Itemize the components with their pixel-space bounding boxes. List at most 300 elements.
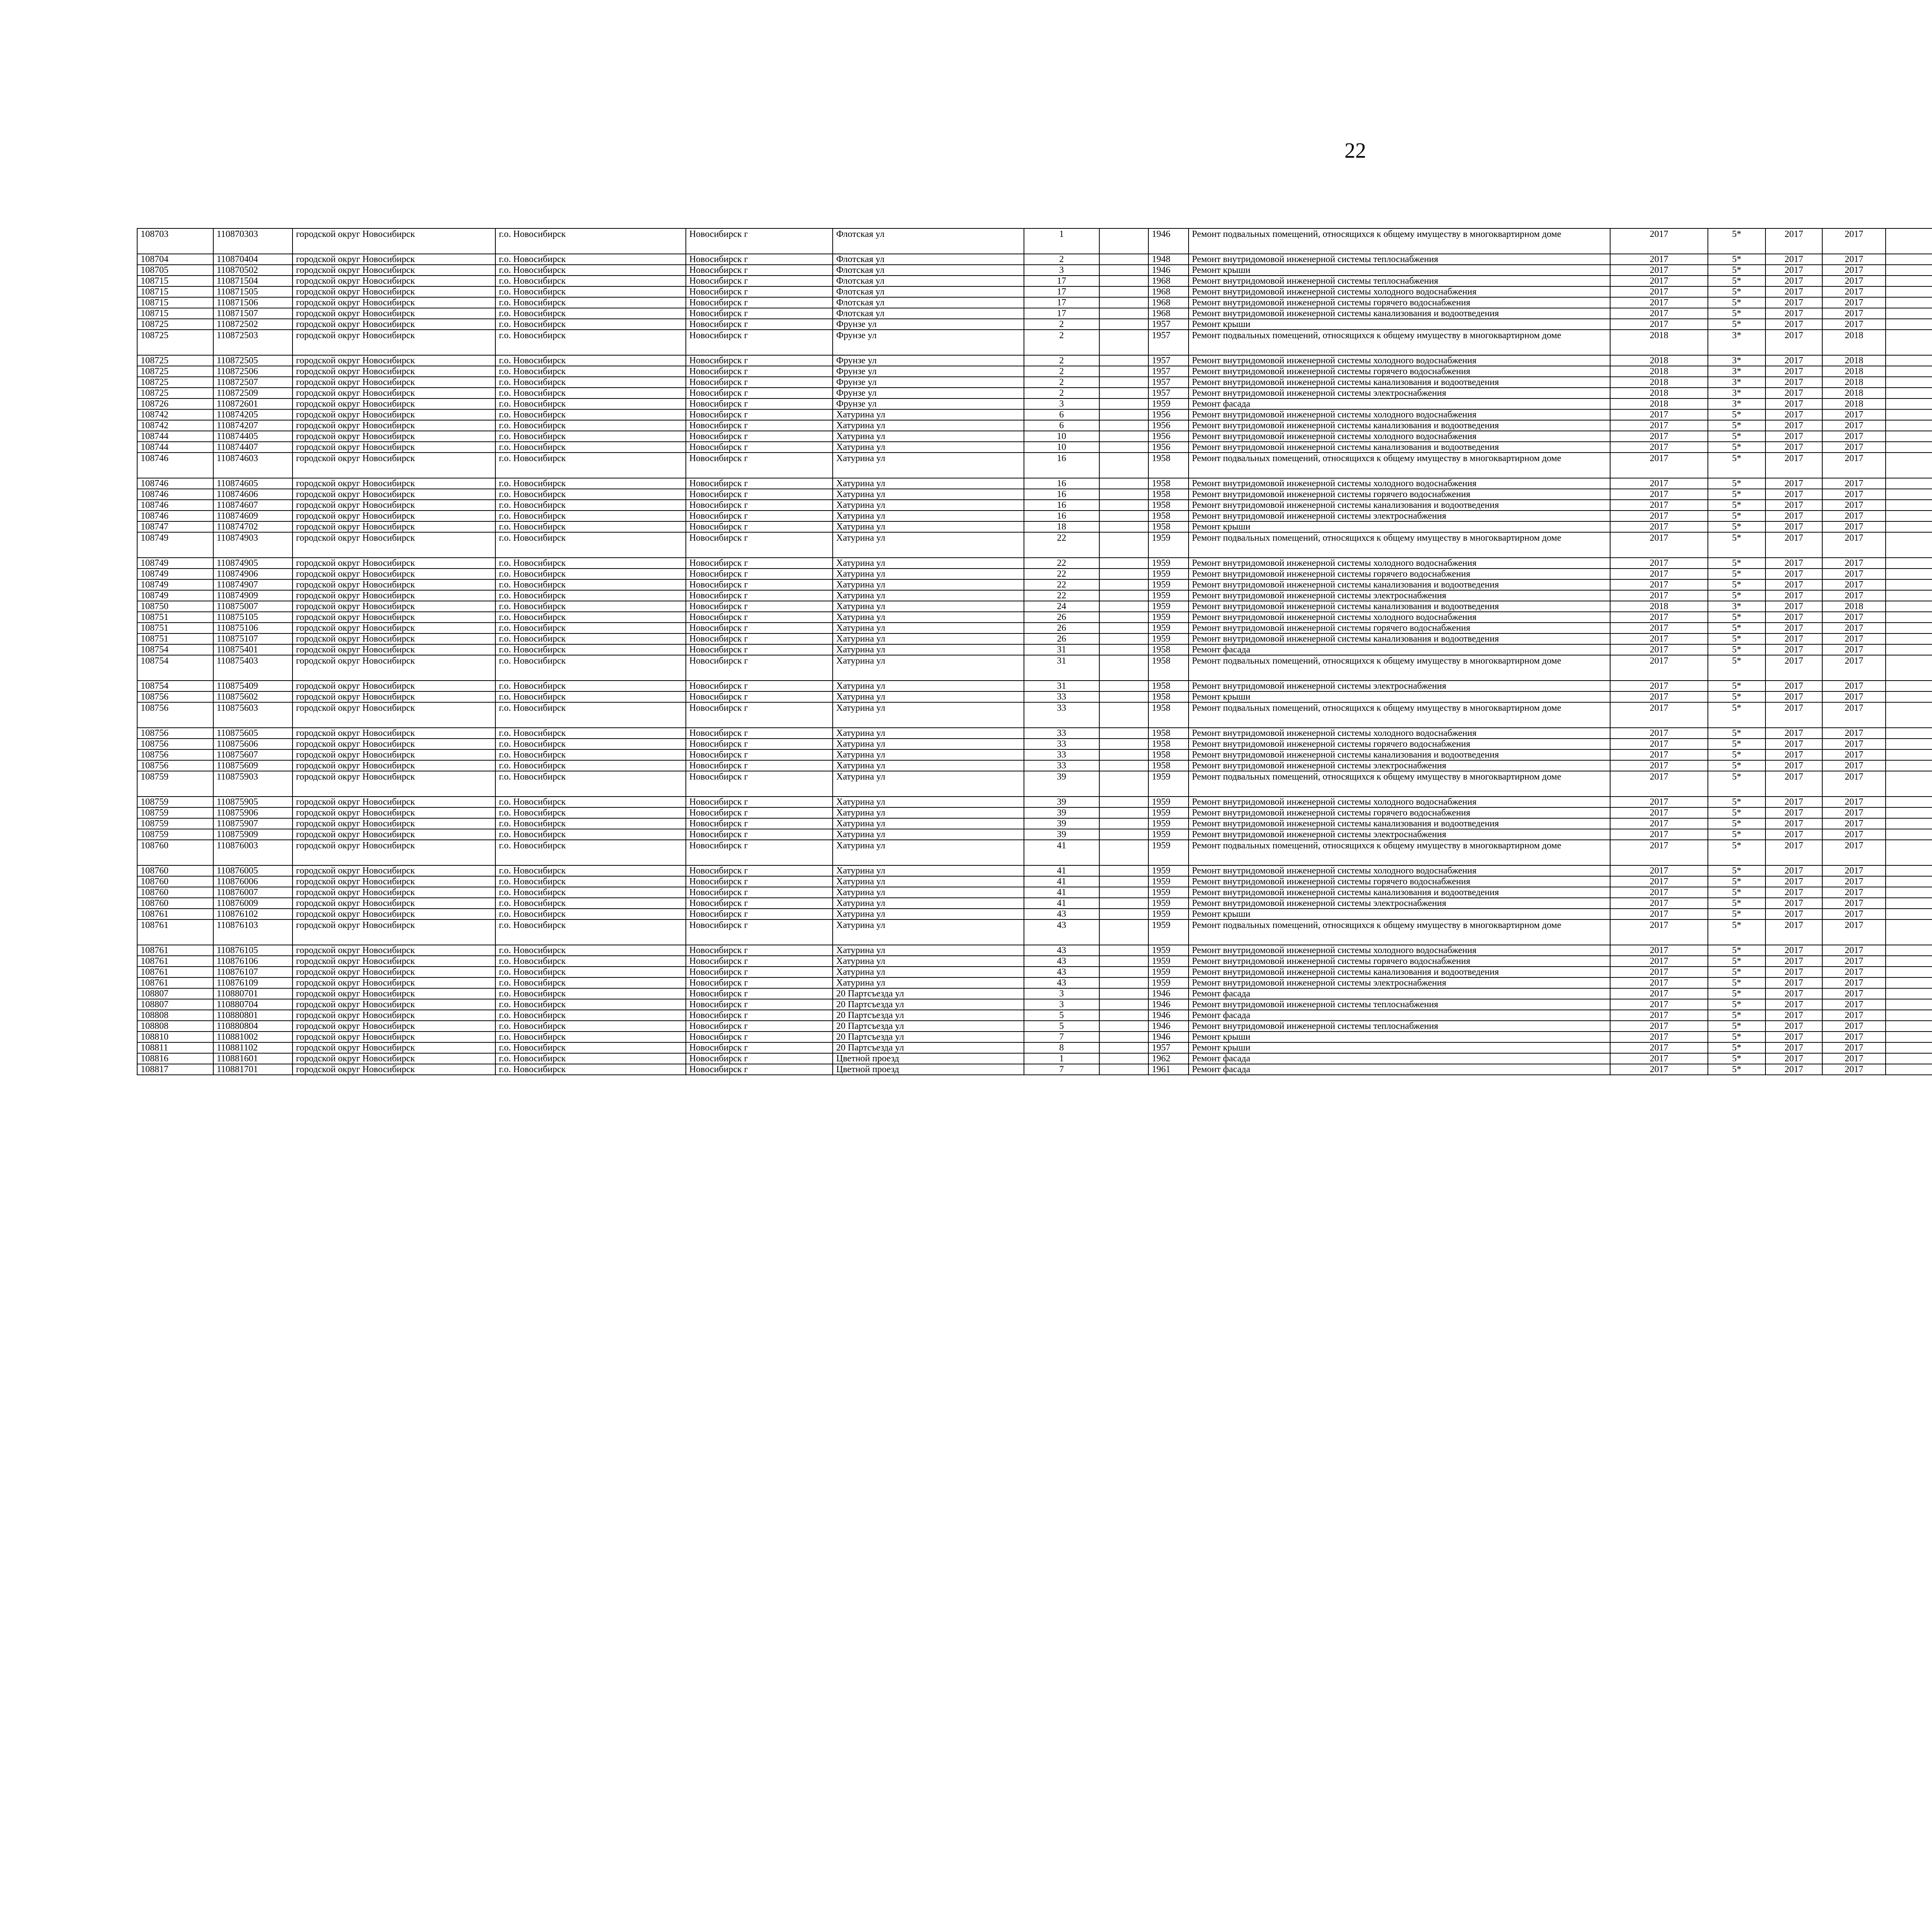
cell-city-district: г.о. Новосибирск xyxy=(495,1032,686,1042)
cell-building xyxy=(1099,489,1149,500)
table-row xyxy=(137,633,1932,644)
table-row xyxy=(137,691,1932,702)
cell-start-year: 2017 xyxy=(1765,601,1822,612)
cell-year-built: 1948 xyxy=(1148,254,1189,265)
cell-priority: 5* xyxy=(1708,532,1765,558)
cell-total-cost xyxy=(1886,967,1932,977)
cell-work-type: Ремонт крыши xyxy=(1189,909,1610,919)
cell-plan-year: 2017 xyxy=(1610,228,1708,254)
cell-street: Флотская ул xyxy=(833,276,1024,286)
table-row xyxy=(137,771,1932,797)
cell-building xyxy=(1099,420,1149,431)
cell-end-year: 2018 xyxy=(1822,366,1886,377)
cell-locality: Новосибирск г xyxy=(686,558,833,569)
cell-building xyxy=(1099,601,1149,612)
cell-house-id: 108749 xyxy=(137,569,213,579)
cell-total-cost xyxy=(1886,739,1932,749)
cell-building xyxy=(1099,909,1149,919)
cell-end-year: 2017 xyxy=(1822,818,1886,829)
cell-building xyxy=(1099,898,1149,909)
cell-building xyxy=(1099,956,1149,967)
cell-start-year: 2017 xyxy=(1765,409,1822,420)
cell-total-cost xyxy=(1886,489,1932,500)
cell-total-cost xyxy=(1886,876,1932,887)
cell-work-type: Ремонт крыши xyxy=(1189,1032,1610,1042)
cell-work-id: 110871506 xyxy=(213,297,293,308)
cell-start-year: 2017 xyxy=(1765,739,1822,749)
cell-work-id: 110875007 xyxy=(213,601,293,612)
cell-house-id: 108725 xyxy=(137,366,213,377)
cell-start-year: 2017 xyxy=(1765,702,1822,728)
cell-plan-year: 2017 xyxy=(1610,988,1708,999)
cell-priority: 5* xyxy=(1708,633,1765,644)
cell-house-number: 43 xyxy=(1024,956,1099,967)
cell-plan-year: 2017 xyxy=(1610,999,1708,1010)
cell-house-id: 108715 xyxy=(137,286,213,297)
cell-year-built: 1959 xyxy=(1148,919,1189,945)
cell-house-id: 108751 xyxy=(137,633,213,644)
cell-municipality: городской округ Новосибирск xyxy=(293,601,495,612)
cell-priority: 5* xyxy=(1708,228,1765,254)
cell-building xyxy=(1099,633,1149,644)
cell-year-built: 1958 xyxy=(1148,728,1189,739)
cell-house-number: 33 xyxy=(1024,691,1099,702)
cell-year-built: 1958 xyxy=(1148,478,1189,489)
cell-work-id: 110871505 xyxy=(213,286,293,297)
cell-work-id: 110874607 xyxy=(213,500,293,511)
cell-priority: 3* xyxy=(1708,601,1765,612)
cell-house-number: 41 xyxy=(1024,887,1099,898)
cell-street: Хатурина ул xyxy=(833,956,1024,967)
cell-municipality: городской округ Новосибирск xyxy=(293,308,495,319)
cell-work-type: Ремонт внутридомовой инженерной системы холодного водоснабжения xyxy=(1189,286,1610,297)
cell-locality: Новосибирск г xyxy=(686,829,833,840)
cell-end-year: 2017 xyxy=(1822,956,1886,967)
table-row xyxy=(137,655,1932,681)
cell-work-type: Ремонт внутридомовой инженерной системы горячего водоснабжения xyxy=(1189,489,1610,500)
cell-end-year: 2017 xyxy=(1822,409,1886,420)
cell-work-type: Ремонт подвальных помещений, относящихся к общему имуществу в многоквартирном доме xyxy=(1189,330,1610,355)
cell-start-year: 2017 xyxy=(1765,691,1822,702)
cell-municipality: городской округ Новосибирск xyxy=(293,330,495,355)
cell-city-district: г.о. Новосибирск xyxy=(495,739,686,749)
cell-year-built: 1946 xyxy=(1148,999,1189,1010)
cell-work-id: 110875907 xyxy=(213,818,293,829)
cell-total-cost xyxy=(1886,623,1932,633)
cell-year-built: 1959 xyxy=(1148,771,1189,797)
cell-locality: Новосибирск г xyxy=(686,521,833,532)
cell-city-district: г.о. Новосибирск xyxy=(495,1010,686,1021)
cell-total-cost xyxy=(1886,409,1932,420)
cell-work-id: 110875905 xyxy=(213,797,293,807)
cell-house-number: 17 xyxy=(1024,297,1099,308)
cell-house-id: 108817 xyxy=(137,1064,213,1075)
cell-end-year: 2017 xyxy=(1822,967,1886,977)
cell-work-type: Ремонт внутридомовой инженерной системы канализования и водоотведения xyxy=(1189,442,1610,453)
cell-street: Хатурина ул xyxy=(833,532,1024,558)
cell-house-number: 26 xyxy=(1024,633,1099,644)
cell-city-district: г.о. Новосибирск xyxy=(495,840,686,865)
cell-work-type: Ремонт внутридомовой инженерной системы электроснабжения xyxy=(1189,388,1610,398)
cell-start-year: 2017 xyxy=(1765,919,1822,945)
cell-total-cost xyxy=(1886,532,1932,558)
table-row xyxy=(137,1064,1932,1075)
cell-end-year: 2017 xyxy=(1822,521,1886,532)
cell-total-cost xyxy=(1886,398,1932,409)
cell-municipality: городской округ Новосибирск xyxy=(293,865,495,876)
cell-municipality: городской округ Новосибирск xyxy=(293,1010,495,1021)
cell-plan-year: 2017 xyxy=(1610,590,1708,601)
cell-city-district: г.о. Новосибирск xyxy=(495,797,686,807)
cell-building xyxy=(1099,865,1149,876)
cell-end-year: 2017 xyxy=(1822,840,1886,865)
cell-work-id: 110874605 xyxy=(213,478,293,489)
cell-municipality: городской округ Новосибирск xyxy=(293,898,495,909)
cell-year-built: 1957 xyxy=(1148,388,1189,398)
table-row xyxy=(137,1021,1932,1032)
cell-house-number: 43 xyxy=(1024,967,1099,977)
cell-house-id: 108761 xyxy=(137,909,213,919)
cell-house-number: 5 xyxy=(1024,1010,1099,1021)
cell-year-built: 1959 xyxy=(1148,977,1189,988)
cell-total-cost xyxy=(1886,909,1932,919)
cell-work-type: Ремонт внутридомовой инженерной системы холодного водоснабжения xyxy=(1189,612,1610,623)
cell-priority: 5* xyxy=(1708,956,1765,967)
cell-end-year: 2017 xyxy=(1822,511,1886,521)
table-row xyxy=(137,876,1932,887)
cell-total-cost xyxy=(1886,366,1932,377)
cell-year-built: 1959 xyxy=(1148,633,1189,644)
cell-house-id: 108742 xyxy=(137,420,213,431)
cell-work-type: Ремонт подвальных помещений, относящихся к общему имуществу в многоквартирном доме xyxy=(1189,919,1610,945)
table-row xyxy=(137,601,1932,612)
cell-year-built: 1959 xyxy=(1148,818,1189,829)
cell-locality: Новосибирск г xyxy=(686,276,833,286)
cell-start-year: 2017 xyxy=(1765,612,1822,623)
cell-house-number: 17 xyxy=(1024,286,1099,297)
cell-start-year: 2017 xyxy=(1765,977,1822,988)
cell-work-type: Ремонт подвальных помещений, относящихся к общему имуществу в многоквартирном доме xyxy=(1189,771,1610,797)
cell-street: Хатурина ул xyxy=(833,771,1024,797)
cell-work-id: 110876106 xyxy=(213,956,293,967)
cell-city-district: г.о. Новосибирск xyxy=(495,919,686,945)
cell-house-number: 2 xyxy=(1024,388,1099,398)
cell-house-number: 41 xyxy=(1024,865,1099,876)
cell-street: Хатурина ул xyxy=(833,431,1024,442)
cell-end-year: 2017 xyxy=(1822,644,1886,655)
cell-plan-year: 2017 xyxy=(1610,453,1708,478)
cell-work-id: 110875609 xyxy=(213,760,293,771)
cell-city-district: г.о. Новосибирск xyxy=(495,420,686,431)
cell-end-year: 2017 xyxy=(1822,1053,1886,1064)
cell-priority: 3* xyxy=(1708,366,1765,377)
cell-start-year: 2017 xyxy=(1765,818,1822,829)
cell-building xyxy=(1099,500,1149,511)
cell-plan-year: 2018 xyxy=(1610,355,1708,366)
cell-end-year: 2017 xyxy=(1822,442,1886,453)
table-row xyxy=(137,909,1932,919)
cell-year-built: 1959 xyxy=(1148,398,1189,409)
cell-plan-year: 2017 xyxy=(1610,771,1708,797)
cell-street: Хатурина ул xyxy=(833,442,1024,453)
cell-work-type: Ремонт фасада xyxy=(1189,644,1610,655)
cell-work-id: 110871507 xyxy=(213,308,293,319)
cell-building xyxy=(1099,579,1149,590)
cell-work-type: Ремонт подвальных помещений, относящихся к общему имуществу в многоквартирном доме xyxy=(1189,453,1610,478)
cell-municipality: городской округ Новосибирск xyxy=(293,420,495,431)
cell-house-id: 108725 xyxy=(137,319,213,330)
cell-building xyxy=(1099,355,1149,366)
cell-plan-year: 2017 xyxy=(1610,254,1708,265)
cell-plan-year: 2017 xyxy=(1610,500,1708,511)
cell-street: Хатурина ул xyxy=(833,521,1024,532)
cell-house-id: 108760 xyxy=(137,840,213,865)
cell-priority: 5* xyxy=(1708,265,1765,276)
cell-locality: Новосибирск г xyxy=(686,569,833,579)
cell-end-year: 2018 xyxy=(1822,388,1886,398)
cell-work-type: Ремонт внутридомовой инженерной системы электроснабжения xyxy=(1189,898,1610,909)
cell-year-built: 1946 xyxy=(1148,265,1189,276)
cell-total-cost xyxy=(1886,807,1932,818)
cell-work-type: Ремонт внутридомовой инженерной системы канализования и водоотведения xyxy=(1189,818,1610,829)
cell-house-id: 108754 xyxy=(137,681,213,691)
cell-start-year: 2017 xyxy=(1765,355,1822,366)
cell-house-number: 18 xyxy=(1024,521,1099,532)
cell-building xyxy=(1099,760,1149,771)
cell-total-cost xyxy=(1886,818,1932,829)
cell-plan-year: 2017 xyxy=(1610,829,1708,840)
cell-start-year: 2017 xyxy=(1765,521,1822,532)
cell-work-id: 110875602 xyxy=(213,691,293,702)
cell-locality: Новосибирск г xyxy=(686,409,833,420)
cell-total-cost xyxy=(1886,633,1932,644)
cell-municipality: городской округ Новосибирск xyxy=(293,1064,495,1075)
cell-locality: Новосибирск г xyxy=(686,453,833,478)
cell-priority: 3* xyxy=(1708,388,1765,398)
cell-end-year: 2017 xyxy=(1822,977,1886,988)
cell-end-year: 2017 xyxy=(1822,297,1886,308)
cell-house-number: 39 xyxy=(1024,771,1099,797)
cell-work-type: Ремонт внутридомовой инженерной системы горячего водоснабжения xyxy=(1189,956,1610,967)
cell-year-built: 1957 xyxy=(1148,319,1189,330)
cell-total-cost xyxy=(1886,644,1932,655)
cell-end-year: 2017 xyxy=(1822,760,1886,771)
cell-house-number: 43 xyxy=(1024,977,1099,988)
cell-city-district: г.о. Новосибирск xyxy=(495,388,686,398)
cell-work-id: 110875603 xyxy=(213,702,293,728)
cell-street: 20 Партсъезда ул xyxy=(833,1010,1024,1021)
table-row xyxy=(137,1010,1932,1021)
cell-priority: 5* xyxy=(1708,558,1765,569)
cell-total-cost xyxy=(1886,797,1932,807)
cell-street: Хатурина ул xyxy=(833,728,1024,739)
cell-building xyxy=(1099,431,1149,442)
cell-end-year: 2017 xyxy=(1822,919,1886,945)
cell-street: Хатурина ул xyxy=(833,876,1024,887)
cell-total-cost xyxy=(1886,728,1932,739)
cell-start-year: 2017 xyxy=(1765,254,1822,265)
cell-house-id: 108760 xyxy=(137,865,213,876)
cell-total-cost xyxy=(1886,500,1932,511)
cell-total-cost xyxy=(1886,601,1932,612)
table-row xyxy=(137,228,1932,254)
cell-street: Хатурина ул xyxy=(833,691,1024,702)
cell-work-type: Ремонт подвальных помещений, относящихся к общему имуществу в многоквартирном доме xyxy=(1189,655,1610,681)
cell-work-type: Ремонт внутридомовой инженерной системы холодного водоснабжения xyxy=(1189,865,1610,876)
cell-total-cost xyxy=(1886,254,1932,265)
cell-end-year: 2017 xyxy=(1822,739,1886,749)
cell-city-district: г.о. Новосибирск xyxy=(495,728,686,739)
cell-start-year: 2017 xyxy=(1765,442,1822,453)
cell-year-built: 1958 xyxy=(1148,489,1189,500)
cell-municipality: городской округ Новосибирск xyxy=(293,1021,495,1032)
cell-start-year: 2017 xyxy=(1765,807,1822,818)
cell-house-number: 39 xyxy=(1024,818,1099,829)
cell-plan-year: 2018 xyxy=(1610,601,1708,612)
cell-priority: 5* xyxy=(1708,612,1765,623)
cell-work-id: 110874407 xyxy=(213,442,293,453)
table-row xyxy=(137,521,1932,532)
cell-municipality: городской округ Новосибирск xyxy=(293,1042,495,1053)
cell-start-year: 2017 xyxy=(1765,988,1822,999)
cell-priority: 5* xyxy=(1708,909,1765,919)
cell-city-district: г.о. Новосибирск xyxy=(495,366,686,377)
cell-city-district: г.о. Новосибирск xyxy=(495,967,686,977)
cell-house-id: 108807 xyxy=(137,999,213,1010)
cell-locality: Новосибирск г xyxy=(686,308,833,319)
cell-building xyxy=(1099,532,1149,558)
cell-end-year: 2017 xyxy=(1822,988,1886,999)
cell-total-cost xyxy=(1886,420,1932,431)
cell-building xyxy=(1099,1064,1149,1075)
cell-locality: Новосибирск г xyxy=(686,633,833,644)
cell-start-year: 2017 xyxy=(1765,728,1822,739)
cell-street: Флотская ул xyxy=(833,286,1024,297)
cell-house-id: 108751 xyxy=(137,612,213,623)
cell-work-id: 110876003 xyxy=(213,840,293,865)
cell-priority: 5* xyxy=(1708,453,1765,478)
cell-work-type: Ремонт крыши xyxy=(1189,1042,1610,1053)
cell-house-number: 1 xyxy=(1024,228,1099,254)
cell-locality: Новосибирск г xyxy=(686,977,833,988)
cell-building xyxy=(1099,319,1149,330)
cell-house-number: 5 xyxy=(1024,1021,1099,1032)
cell-building xyxy=(1099,623,1149,633)
cell-locality: Новосибирск г xyxy=(686,420,833,431)
table-row xyxy=(137,1042,1932,1053)
cell-work-type: Ремонт внутридомовой инженерной системы канализования и водоотведения xyxy=(1189,601,1610,612)
cell-street: Флотская ул xyxy=(833,228,1024,254)
cell-street: Флотская ул xyxy=(833,297,1024,308)
cell-year-built: 1956 xyxy=(1148,442,1189,453)
cell-work-id: 110870303 xyxy=(213,228,293,254)
cell-work-id: 110876007 xyxy=(213,887,293,898)
cell-priority: 5* xyxy=(1708,691,1765,702)
cell-priority: 5* xyxy=(1708,945,1765,956)
cell-end-year: 2017 xyxy=(1822,909,1886,919)
cell-plan-year: 2018 xyxy=(1610,388,1708,398)
cell-city-district: г.о. Новосибирск xyxy=(495,409,686,420)
cell-house-number: 41 xyxy=(1024,840,1099,865)
cell-municipality: городской округ Новосибирск xyxy=(293,377,495,388)
cell-locality: Новосибирск г xyxy=(686,1021,833,1032)
cell-plan-year: 2017 xyxy=(1610,967,1708,977)
cell-year-built: 1968 xyxy=(1148,286,1189,297)
cell-municipality: городской округ Новосибирск xyxy=(293,228,495,254)
cell-end-year: 2017 xyxy=(1822,623,1886,633)
cell-year-built: 1956 xyxy=(1148,420,1189,431)
cell-building xyxy=(1099,388,1149,398)
cell-plan-year: 2017 xyxy=(1610,276,1708,286)
cell-street: Хатурина ул xyxy=(833,945,1024,956)
cell-locality: Новосибирск г xyxy=(686,909,833,919)
cell-building xyxy=(1099,511,1149,521)
cell-locality: Новосибирск г xyxy=(686,254,833,265)
cell-start-year: 2017 xyxy=(1765,453,1822,478)
cell-plan-year: 2017 xyxy=(1610,489,1708,500)
cell-total-cost xyxy=(1886,286,1932,297)
cell-building xyxy=(1099,1032,1149,1042)
cell-building xyxy=(1099,521,1149,532)
cell-total-cost xyxy=(1886,945,1932,956)
cell-end-year: 2017 xyxy=(1822,308,1886,319)
cell-end-year: 2017 xyxy=(1822,453,1886,478)
cell-city-district: г.о. Новосибирск xyxy=(495,771,686,797)
cell-priority: 5* xyxy=(1708,623,1765,633)
cell-end-year: 2018 xyxy=(1822,601,1886,612)
cell-house-number: 22 xyxy=(1024,569,1099,579)
cell-start-year: 2017 xyxy=(1765,1053,1822,1064)
cell-house-number: 31 xyxy=(1024,681,1099,691)
cell-total-cost xyxy=(1886,355,1932,366)
cell-end-year: 2017 xyxy=(1822,489,1886,500)
cell-plan-year: 2017 xyxy=(1610,1064,1708,1075)
cell-street: Хатурина ул xyxy=(833,612,1024,623)
cell-locality: Новосибирск г xyxy=(686,771,833,797)
cell-city-district: г.о. Новосибирск xyxy=(495,865,686,876)
cell-city-district: г.о. Новосибирск xyxy=(495,1064,686,1075)
cell-total-cost xyxy=(1886,977,1932,988)
cell-building xyxy=(1099,442,1149,453)
cell-start-year: 2017 xyxy=(1765,265,1822,276)
cell-start-year: 2017 xyxy=(1765,276,1822,286)
cell-house-id: 108744 xyxy=(137,442,213,453)
cell-work-id: 110876107 xyxy=(213,967,293,977)
table-row xyxy=(137,276,1932,286)
cell-work-id: 110872507 xyxy=(213,377,293,388)
cell-work-id: 110881601 xyxy=(213,1053,293,1064)
cell-start-year: 2017 xyxy=(1765,623,1822,633)
table-row xyxy=(137,511,1932,521)
cell-building xyxy=(1099,739,1149,749)
cell-locality: Новосибирск г xyxy=(686,887,833,898)
cell-year-built: 1959 xyxy=(1148,887,1189,898)
cell-street: Хатурина ул xyxy=(833,489,1024,500)
cell-city-district: г.о. Новосибирск xyxy=(495,377,686,388)
cell-work-type: Ремонт внутридомовой инженерной системы канализования и водоотведения xyxy=(1189,420,1610,431)
cell-priority: 3* xyxy=(1708,377,1765,388)
cell-plan-year: 2017 xyxy=(1610,265,1708,276)
cell-end-year: 2017 xyxy=(1822,797,1886,807)
cell-work-id: 110870404 xyxy=(213,254,293,265)
cell-end-year: 2017 xyxy=(1822,807,1886,818)
cell-plan-year: 2017 xyxy=(1610,977,1708,988)
cell-work-type: Ремонт подвальных помещений, относящихся к общему имуществу в многоквартирном доме xyxy=(1189,702,1610,728)
cell-house-id: 108742 xyxy=(137,409,213,420)
cell-work-id: 110875909 xyxy=(213,829,293,840)
cell-house-number: 33 xyxy=(1024,728,1099,739)
cell-work-type: Ремонт внутридомовой инженерной системы электроснабжения xyxy=(1189,977,1610,988)
